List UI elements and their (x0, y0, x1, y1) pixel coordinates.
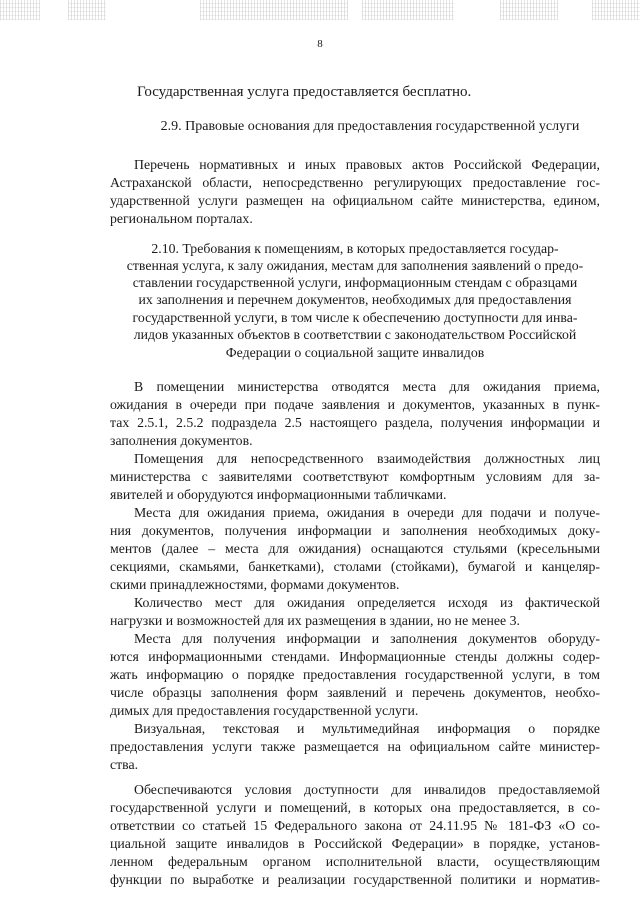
paragraph-line: предоставления услуги также размещается на официальном сайте министер- (110, 739, 600, 754)
paragraph-line: ленном федеральным органом исполнительной власти, осуществляющим (110, 854, 600, 869)
paragraph-line: государственной услуги и помещений, в которых она предоставляется, в со- (110, 800, 600, 815)
paragraph-line: В помещении министерства отводятся места для ожидания приема, (134, 379, 600, 394)
paragraph-line: Обеспечиваются условия доступности для инвалидов предоставляемой (134, 782, 600, 797)
paragraph-line: ожидания в очереди при подаче заявления и документов, указанных в пунк- (110, 397, 600, 412)
paragraph-line: ются информационными стендами. Информационные стенды должны содер- (110, 649, 600, 664)
paragraph-line: димых для предоставления государственной услуги. (110, 703, 419, 718)
paragraph-line: Места для ожидания приема, ожидания в очереди для подачи и получе- (134, 505, 600, 520)
paragraph-line: жать информацию о порядке предоставления государственной услуги, в том (110, 667, 600, 682)
paragraph-line: циальной защите инвалидов в Российской Федерации» в порядке, установ- (110, 836, 600, 851)
paragraph-line: Количество мест для ожидания определяется исходя из фактической (134, 595, 600, 610)
paragraph-line: скими принадлежностями, формами документов. (110, 577, 400, 592)
paragraph-line: ударственной услуги размещен на официальном сайте министерства, едином, (110, 193, 600, 208)
paragraph-line: Перечень нормативных и иных правовых актов Российской Федерации, (134, 157, 600, 172)
paragraph-line: числе образцы заполнения форм заявлений и перечень документов, необхо- (110, 685, 600, 700)
scan-stamp-mark (0, 0, 40, 20)
heading-line: ставлении государственной услуги, информационным стендам с образцами (132, 275, 578, 290)
paragraph-line: министерства с заявителями соответствуют комфортным условиям для за- (110, 469, 600, 484)
section-2-9-heading: 2.9. Правовые основания для предоставления государственной услуги (160, 119, 580, 134)
paragraph-line: нагрузки и возможностей для их размещения в здании, но не менее 3. (110, 613, 520, 628)
paragraph-line: ответствии со статьей 15 Федерального закона от 24.11.95 № 181-ФЗ «О со- (110, 818, 600, 833)
paragraph-line: Визуальная, текстовая и мультимедийная информация о порядке (134, 721, 600, 736)
scan-stamp-mark (500, 0, 558, 20)
scan-stamp-mark (362, 0, 454, 20)
paragraph-line: функции по выработке и реализации государственной политики и норматив- (110, 872, 600, 887)
heading-line: ственная услуга, к залу ожидания, местам для заполнения заявлений о предо- (126, 258, 584, 273)
paragraph-line: ства. (110, 757, 139, 772)
paragraph-line: явителей и оборудуются информационными табличками. (110, 487, 447, 502)
paragraph-line: секциями, скамьями, банкетками), столами (стойками), бумагой и канцеляр- (110, 559, 600, 574)
heading-line: Федерации о социальной защите инвалидов (225, 345, 485, 360)
paragraph-line: региональном порталах. (110, 211, 253, 226)
paragraph-line: Места для получения информации и заполнения документов оборуду- (134, 631, 600, 646)
paragraph-line: Помещения для непосредственного взаимодействия должностных лиц (134, 451, 600, 466)
scan-stamp-mark (68, 0, 106, 20)
paragraph-line: тах 2.5.1, 2.5.2 подраздела 2.5 настоящего раздела, получения информации и (110, 415, 600, 430)
heading-line: 2.10. Требования к помещениям, в которых предоставляется государ- (151, 241, 559, 256)
free-service-note: Государственная услуга предоставляется бесплатно. (137, 84, 472, 100)
scan-stamp-mark (592, 0, 640, 20)
page-number: 8 (317, 38, 323, 50)
paragraph-line: заполнения документов. (110, 433, 253, 448)
heading-line: их заполнения и перечнем документов, необходимых для предоставления (138, 292, 572, 307)
paragraph-line: ния документов, получения информации и заполнения необходимых доку- (110, 523, 600, 538)
heading-line: государственной услуги, в том числе к обеспечению доступности для инва- (132, 310, 578, 325)
heading-line: лидов указанных объектов в соответствии с законодательством Российской (133, 327, 577, 342)
paragraph-line: ментов (далее – места для ожидания) оснащаются стульями (кресельными (110, 541, 600, 556)
scan-stamp-mark (200, 0, 348, 20)
paragraph-line: Астраханской области, непосредственно регулирующих предоставление гос- (110, 175, 600, 190)
